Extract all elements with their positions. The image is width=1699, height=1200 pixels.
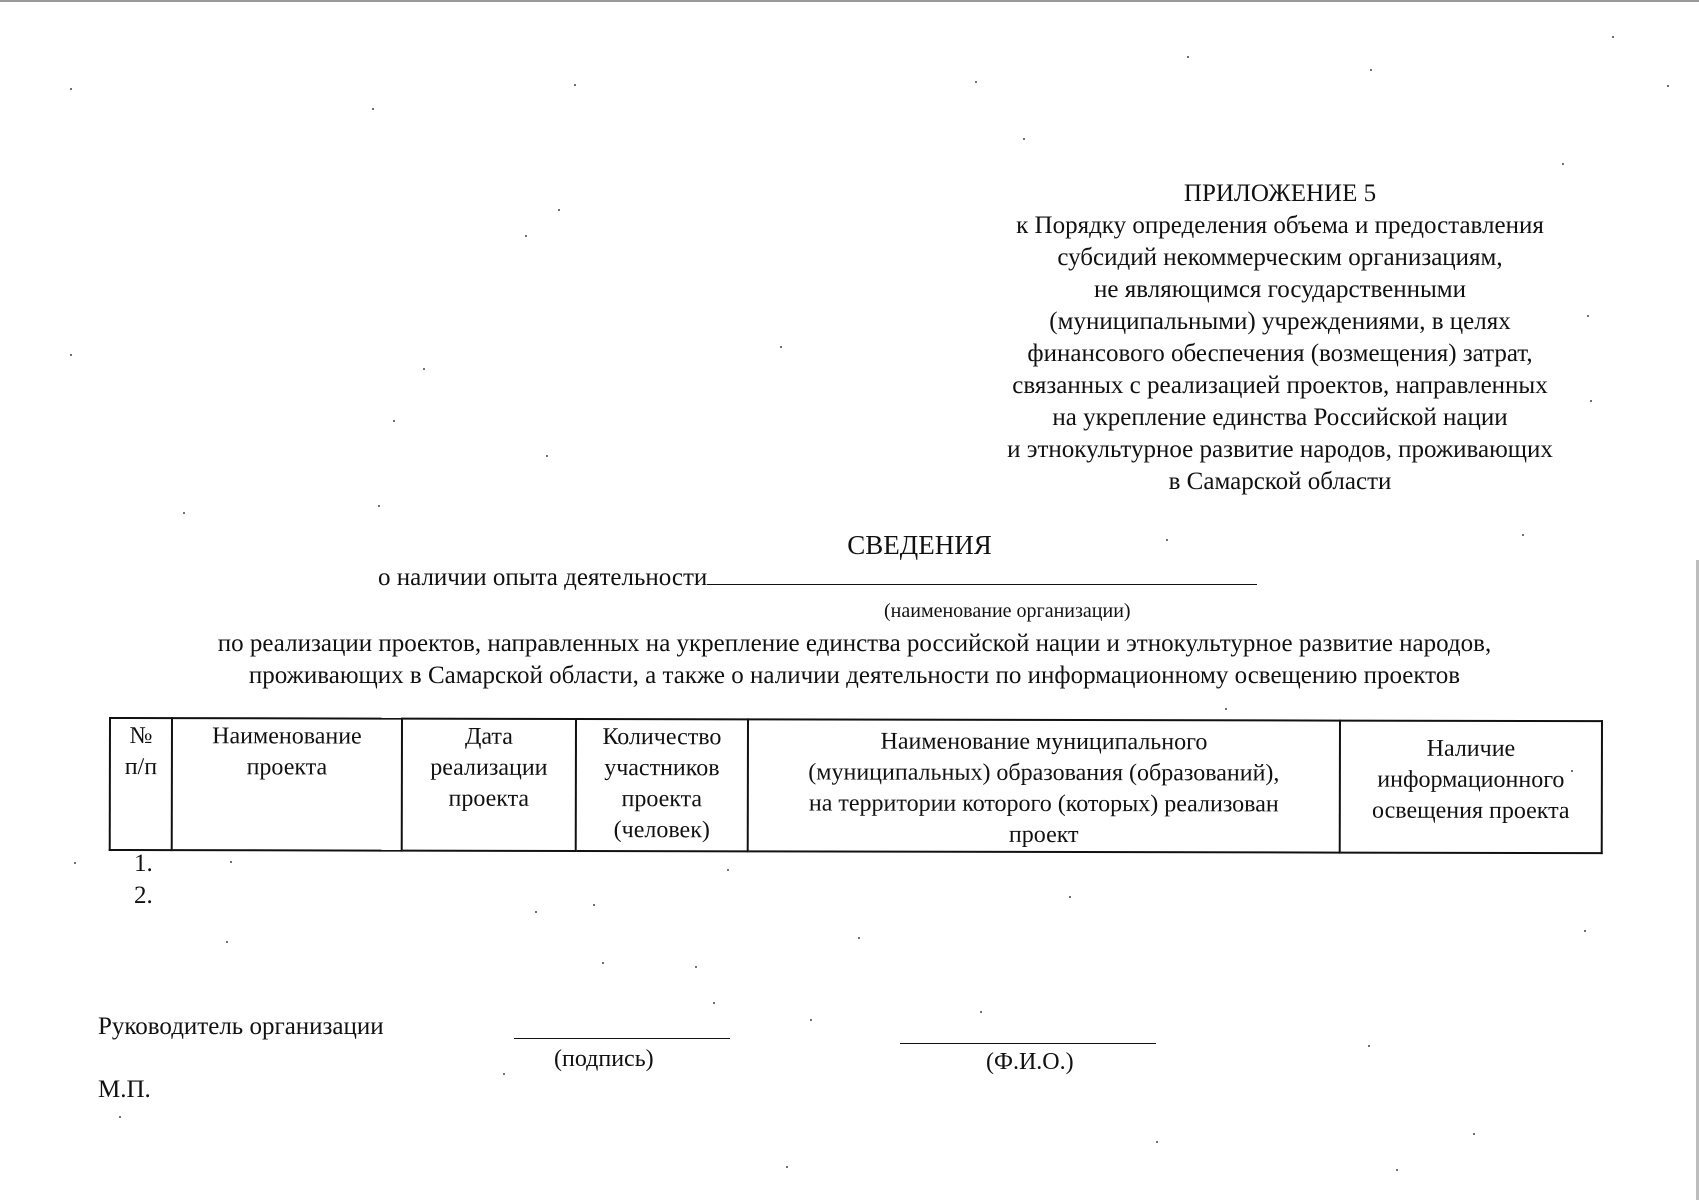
scan-speck: [1396, 1169, 1398, 1171]
header-municipality: [748, 719, 1340, 852]
header-text: (человек): [613, 817, 710, 844]
scan-speck: [780, 346, 782, 348]
scan-speck: [1571, 770, 1573, 772]
scan-speck: [546, 455, 548, 457]
scan-speck: [1370, 69, 1372, 71]
scan-speck: [786, 1166, 788, 1168]
header-text: Наименование муниципального: [880, 728, 1208, 756]
scan-speck: [1156, 1141, 1158, 1143]
scan-speck: [1023, 138, 1025, 140]
appendix-header: [930, 178, 1630, 498]
signature-line: [514, 1038, 730, 1039]
scan-speck: [119, 1116, 121, 1118]
scan-speck: [393, 420, 395, 422]
appendix-line: к Порядку определения объема и предоставления: [1016, 212, 1544, 239]
header-text: (муниципальных) образования (образований),: [808, 759, 1280, 787]
appendix-line: связанных с реализацией проектов, направленных: [1012, 372, 1548, 399]
organization-name-blank: [707, 562, 1257, 585]
subtitle-org-row: [378, 562, 1257, 592]
projects-table: [109, 717, 1603, 854]
scan-speck: [713, 1002, 715, 1004]
appendix-line: и этнокультурное развитие народов, проживающих: [1007, 436, 1553, 463]
scan-speck: [727, 869, 729, 871]
header-number: [110, 718, 172, 850]
scan-speck: [1368, 1045, 1370, 1047]
header-text: проекта: [246, 754, 328, 781]
header-text: освещения проекта: [1372, 797, 1570, 825]
document-title: СВЕДЕНИЯ: [847, 530, 992, 560]
header-text: Наименование: [212, 723, 362, 750]
head-of-organization-label: Руководитель организации: [98, 1013, 384, 1040]
scan-speck: [1069, 896, 1071, 898]
row-number: 2.: [134, 882, 153, 909]
scan-top-edge: [0, 0, 1699, 2]
scan-speck: [1584, 930, 1586, 932]
scan-speck: [810, 1019, 812, 1021]
header-text: проект: [1008, 821, 1079, 849]
header-media-coverage: [1340, 721, 1602, 854]
scan-speck: [1667, 85, 1669, 87]
full-name-line: [900, 1043, 1156, 1044]
appendix-line: на укрепление единства Российской нации: [1052, 404, 1508, 431]
appendix-line: ПРИЛОЖЕНИЕ 5: [1183, 180, 1377, 207]
appendix-line: (муниципальными) учреждениями, в целях: [1049, 308, 1511, 335]
subtitle-prefix: о наличии опыта деятельности: [378, 564, 708, 591]
scan-speck: [525, 235, 527, 237]
table-header-row: [110, 718, 1602, 853]
scan-speck: [1473, 1133, 1475, 1135]
full-name-caption: (Ф.И.О.): [986, 1049, 1074, 1075]
header-text: на территории которого (которых) реализован: [808, 790, 1279, 818]
scan-speck: [593, 904, 595, 906]
scan-speck: [230, 861, 232, 863]
header-text: участников: [604, 755, 720, 782]
subtitle-description: [0, 628, 1699, 692]
signature-caption: (подпись): [554, 1046, 654, 1072]
header-date: [402, 719, 576, 851]
scan-speck: [574, 84, 576, 86]
scan-speck: [1590, 400, 1592, 402]
scan-speck: [1187, 56, 1189, 58]
header-project-name: [172, 718, 402, 850]
scan-speck: [535, 911, 537, 913]
header-text: проекта: [621, 786, 703, 813]
header-text: №: [129, 723, 153, 750]
header-text: информационного: [1377, 766, 1565, 794]
scan-speck: [372, 108, 374, 110]
scan-speck: [858, 937, 860, 939]
scan-speck: [183, 512, 185, 514]
subtitle-line: по реализации проектов, направленных на укрепление единства российской нации и этнокультурное развитие народов,: [217, 630, 1492, 657]
scan-speck: [1587, 315, 1589, 317]
scan-speck: [74, 862, 76, 864]
scan-speck: [558, 209, 560, 211]
scan-speck: [1612, 36, 1614, 38]
scan-speck: [1166, 539, 1168, 541]
scan-speck: [70, 88, 72, 90]
scan-speck: [1225, 708, 1227, 710]
header-text: Дата: [465, 723, 513, 750]
scan-speck: [1522, 534, 1524, 536]
row-number: 1.: [134, 850, 153, 877]
appendix-line: не являющимся государственными: [1094, 276, 1466, 303]
header-text: Количество: [602, 724, 722, 751]
subtitle-line: проживающих в Самарской области, а также о наличии деятельности по информационному освещению проектов: [248, 662, 1461, 689]
header-text: реализации: [430, 754, 548, 781]
organization-caption: (наименование организации): [884, 600, 1131, 622]
stamp-place-label: М.П.: [98, 1076, 151, 1103]
scan-speck: [602, 962, 604, 964]
scan-speck: [975, 81, 977, 83]
scan-speck: [980, 1011, 982, 1013]
header-text: п/п: [124, 754, 158, 781]
appendix-line: в Самарской области: [1168, 468, 1392, 495]
scan-speck: [503, 1073, 505, 1075]
scan-speck: [226, 941, 228, 943]
header-text: Наличие: [1426, 735, 1516, 762]
header-text: проекта: [448, 785, 530, 812]
scan-speck: [423, 368, 425, 370]
scan-speck: [695, 966, 697, 968]
appendix-line: субсидий некоммерческим организациям,: [1057, 244, 1503, 271]
appendix-line: финансового обеспечения (возмещения) затрат,: [1027, 340, 1533, 367]
scan-speck: [378, 505, 380, 507]
scan-speck: [70, 354, 72, 356]
scan-speck: [1562, 163, 1564, 165]
header-participants: [576, 719, 748, 851]
